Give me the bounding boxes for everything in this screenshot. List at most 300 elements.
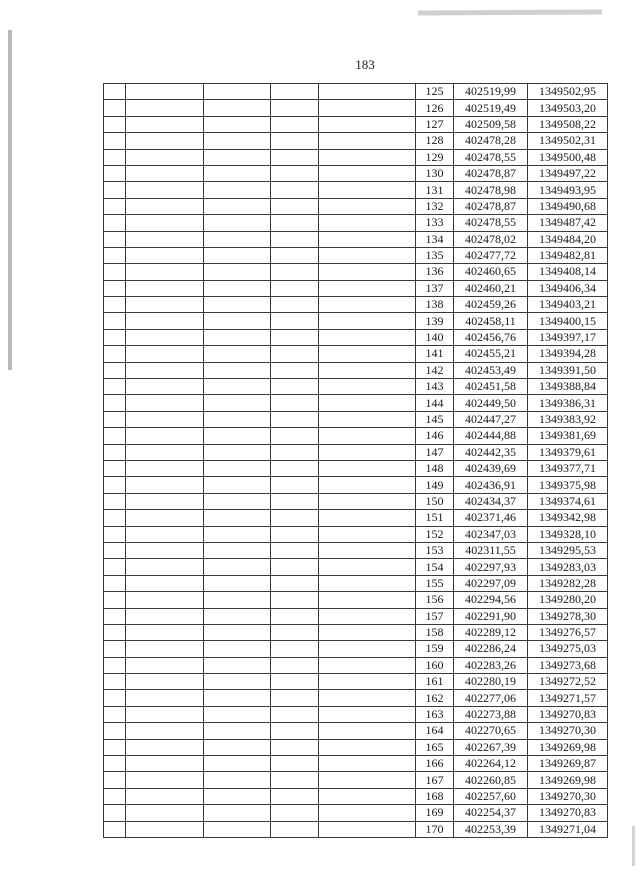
empty-cell: [271, 641, 319, 657]
empty-cell: [104, 723, 126, 739]
y-coordinate-cell: 1349272,52: [528, 674, 608, 690]
y-coordinate-cell: 1349283,03: [528, 559, 608, 575]
page-number: 183: [355, 57, 375, 72]
y-coordinate-cell: 1349328,10: [528, 526, 608, 542]
x-coordinate-cell: 402460,65: [454, 264, 528, 280]
empty-cell: [104, 411, 126, 427]
empty-cell: [104, 346, 126, 362]
table-row: [104, 280, 608, 296]
empty-cell: [126, 428, 204, 444]
y-coordinate-cell: 1349374,61: [528, 493, 608, 509]
empty-cell: [104, 379, 126, 395]
table-row: [104, 297, 608, 313]
empty-cell: [104, 559, 126, 575]
x-coordinate-cell: 402283,26: [454, 657, 528, 673]
empty-cell: [104, 313, 126, 329]
point-number-cell: 152: [416, 526, 454, 542]
empty-cell: [126, 559, 204, 575]
empty-cell: [271, 264, 319, 280]
empty-cell: [319, 379, 416, 395]
x-coordinate-cell: 402477,72: [454, 247, 528, 263]
empty-cell: [271, 460, 319, 476]
empty-cell: [126, 526, 204, 542]
point-number-cell: 146: [416, 428, 454, 444]
table-row: [104, 542, 608, 558]
empty-cell: [319, 198, 416, 214]
point-number-cell: 155: [416, 575, 454, 591]
empty-cell: [271, 379, 319, 395]
y-coordinate-cell: 1349403,21: [528, 297, 608, 313]
empty-cell: [104, 297, 126, 313]
point-number-cell: 144: [416, 395, 454, 411]
empty-cell: [271, 346, 319, 362]
empty-cell: [126, 477, 204, 493]
empty-cell: [204, 198, 271, 214]
empty-cell: [204, 460, 271, 476]
point-number-cell: 147: [416, 444, 454, 460]
table-row: [104, 444, 608, 460]
x-coordinate-cell: 402455,21: [454, 346, 528, 362]
empty-cell: [204, 444, 271, 460]
x-coordinate-cell: 402519,49: [454, 100, 528, 116]
y-coordinate-cell: 1349497,22: [528, 165, 608, 181]
x-coordinate-cell: 402264,12: [454, 756, 528, 772]
empty-cell: [271, 706, 319, 722]
empty-cell: [204, 542, 271, 558]
x-coordinate-cell: 402453,49: [454, 362, 528, 378]
point-number-cell: 151: [416, 510, 454, 526]
empty-cell: [126, 198, 204, 214]
empty-cell: [104, 641, 126, 657]
x-coordinate-cell: 402478,28: [454, 133, 528, 149]
table-row: [104, 231, 608, 247]
empty-cell: [126, 247, 204, 263]
table-row: [104, 428, 608, 444]
empty-cell: [319, 608, 416, 624]
empty-cell: [204, 690, 271, 706]
empty-cell: [319, 821, 416, 837]
empty-cell: [204, 641, 271, 657]
point-number-cell: 166: [416, 756, 454, 772]
y-coordinate-cell: 1349394,28: [528, 346, 608, 362]
empty-cell: [319, 674, 416, 690]
empty-cell: [204, 329, 271, 345]
y-coordinate-cell: 1349270,83: [528, 805, 608, 821]
empty-cell: [319, 297, 416, 313]
table-row: [104, 100, 608, 116]
y-coordinate-cell: 1349275,03: [528, 641, 608, 657]
x-coordinate-cell: 402459,26: [454, 297, 528, 313]
y-coordinate-cell: 1349270,83: [528, 706, 608, 722]
y-coordinate-cell: 1349377,71: [528, 460, 608, 476]
empty-cell: [204, 788, 271, 804]
empty-cell: [319, 280, 416, 296]
table-row: [104, 84, 608, 100]
y-coordinate-cell: 1349388,84: [528, 379, 608, 395]
table-row: [104, 198, 608, 214]
table-row: [104, 690, 608, 706]
x-coordinate-cell: 402260,85: [454, 772, 528, 788]
x-coordinate-cell: 402478,02: [454, 231, 528, 247]
point-number-cell: 130: [416, 165, 454, 181]
empty-cell: [319, 788, 416, 804]
x-coordinate-cell: 402257,60: [454, 788, 528, 804]
empty-cell: [126, 280, 204, 296]
point-number-cell: 169: [416, 805, 454, 821]
empty-cell: [319, 542, 416, 558]
empty-cell: [319, 706, 416, 722]
empty-cell: [126, 788, 204, 804]
y-coordinate-cell: 1349502,31: [528, 133, 608, 149]
table-row: [104, 247, 608, 263]
empty-cell: [271, 674, 319, 690]
y-coordinate-cell: 1349282,28: [528, 575, 608, 591]
y-coordinate-cell: 1349487,42: [528, 215, 608, 231]
empty-cell: [104, 428, 126, 444]
table-row: [104, 215, 608, 231]
empty-cell: [204, 100, 271, 116]
empty-cell: [204, 264, 271, 280]
empty-cell: [126, 641, 204, 657]
empty-cell: [104, 526, 126, 542]
y-coordinate-cell: 1349482,81: [528, 247, 608, 263]
empty-cell: [126, 215, 204, 231]
point-number-cell: 141: [416, 346, 454, 362]
y-coordinate-cell: 1349383,92: [528, 411, 608, 427]
empty-cell: [126, 362, 204, 378]
empty-cell: [319, 313, 416, 329]
empty-cell: [319, 575, 416, 591]
empty-cell: [271, 739, 319, 755]
point-number-cell: 133: [416, 215, 454, 231]
empty-cell: [204, 575, 271, 591]
empty-cell: [104, 362, 126, 378]
empty-cell: [271, 510, 319, 526]
x-coordinate-cell: 402434,37: [454, 493, 528, 509]
empty-cell: [126, 329, 204, 345]
empty-cell: [204, 772, 271, 788]
table-row: [104, 624, 608, 640]
empty-cell: [126, 674, 204, 690]
empty-cell: [104, 477, 126, 493]
x-coordinate-cell: 402449,50: [454, 395, 528, 411]
coordinates-table: [103, 83, 608, 838]
table-row: [104, 149, 608, 165]
point-number-cell: 131: [416, 182, 454, 198]
empty-cell: [104, 215, 126, 231]
empty-cell: [319, 772, 416, 788]
x-coordinate-cell: 402311,55: [454, 542, 528, 558]
empty-cell: [204, 657, 271, 673]
empty-cell: [104, 510, 126, 526]
empty-cell: [126, 608, 204, 624]
empty-cell: [319, 592, 416, 608]
empty-cell: [104, 493, 126, 509]
x-coordinate-cell: 402289,12: [454, 624, 528, 640]
point-number-cell: 149: [416, 477, 454, 493]
empty-cell: [104, 329, 126, 345]
empty-cell: [271, 133, 319, 149]
point-number-cell: 143: [416, 379, 454, 395]
x-coordinate-cell: 402371,46: [454, 510, 528, 526]
x-coordinate-cell: 402277,06: [454, 690, 528, 706]
empty-cell: [126, 116, 204, 132]
empty-cell: [204, 756, 271, 772]
empty-cell: [104, 657, 126, 673]
x-coordinate-cell: 402478,87: [454, 198, 528, 214]
empty-cell: [271, 297, 319, 313]
x-coordinate-cell: 402286,24: [454, 641, 528, 657]
empty-cell: [271, 657, 319, 673]
table-row: [104, 674, 608, 690]
y-coordinate-cell: 1349280,20: [528, 592, 608, 608]
empty-cell: [319, 559, 416, 575]
empty-cell: [104, 706, 126, 722]
table-row: [104, 526, 608, 542]
empty-cell: [319, 100, 416, 116]
table-row: [104, 805, 608, 821]
point-number-cell: 127: [416, 116, 454, 132]
x-coordinate-cell: 402460,21: [454, 280, 528, 296]
empty-cell: [204, 133, 271, 149]
empty-cell: [104, 247, 126, 263]
empty-cell: [319, 493, 416, 509]
y-coordinate-cell: 1349484,20: [528, 231, 608, 247]
empty-cell: [319, 739, 416, 755]
empty-cell: [126, 493, 204, 509]
x-coordinate-cell: 402478,87: [454, 165, 528, 181]
point-number-cell: 157: [416, 608, 454, 624]
empty-cell: [319, 756, 416, 772]
empty-cell: [104, 231, 126, 247]
empty-cell: [126, 460, 204, 476]
y-coordinate-cell: 1349295,53: [528, 542, 608, 558]
empty-cell: [319, 182, 416, 198]
empty-cell: [126, 231, 204, 247]
table-row: [104, 608, 608, 624]
empty-cell: [204, 739, 271, 755]
table-row: [104, 379, 608, 395]
x-coordinate-cell: 402519,99: [454, 84, 528, 100]
empty-cell: [104, 788, 126, 804]
table-row: [104, 395, 608, 411]
empty-cell: [104, 100, 126, 116]
empty-cell: [271, 215, 319, 231]
y-coordinate-cell: 1349381,69: [528, 428, 608, 444]
empty-cell: [126, 821, 204, 837]
table-row: [104, 133, 608, 149]
empty-cell: [204, 624, 271, 640]
empty-cell: [104, 674, 126, 690]
y-coordinate-cell: 1349271,57: [528, 690, 608, 706]
empty-cell: [204, 182, 271, 198]
empty-cell: [126, 165, 204, 181]
empty-cell: [126, 313, 204, 329]
empty-cell: [271, 608, 319, 624]
empty-cell: [126, 624, 204, 640]
empty-cell: [204, 280, 271, 296]
y-coordinate-cell: 1349270,30: [528, 723, 608, 739]
empty-cell: [271, 444, 319, 460]
x-coordinate-cell: 402270,65: [454, 723, 528, 739]
point-number-cell: 167: [416, 772, 454, 788]
point-number-cell: 137: [416, 280, 454, 296]
empty-cell: [271, 723, 319, 739]
empty-cell: [271, 805, 319, 821]
empty-cell: [126, 444, 204, 460]
empty-cell: [319, 362, 416, 378]
table-row: [104, 723, 608, 739]
empty-cell: [319, 264, 416, 280]
table-row: [104, 756, 608, 772]
empty-cell: [104, 772, 126, 788]
point-number-cell: 156: [416, 592, 454, 608]
empty-cell: [319, 133, 416, 149]
y-coordinate-cell: 1349269,98: [528, 772, 608, 788]
x-coordinate-cell: 402347,03: [454, 526, 528, 542]
x-coordinate-cell: 402297,09: [454, 575, 528, 591]
empty-cell: [319, 805, 416, 821]
point-number-cell: 138: [416, 297, 454, 313]
empty-cell: [126, 346, 204, 362]
y-coordinate-cell: 1349500,48: [528, 149, 608, 165]
empty-cell: [204, 608, 271, 624]
point-number-cell: 163: [416, 706, 454, 722]
empty-cell: [271, 624, 319, 640]
empty-cell: [271, 788, 319, 804]
empty-cell: [104, 805, 126, 821]
empty-cell: [319, 460, 416, 476]
empty-cell: [126, 100, 204, 116]
empty-cell: [126, 84, 204, 100]
y-coordinate-cell: 1349379,61: [528, 444, 608, 460]
empty-cell: [126, 706, 204, 722]
empty-cell: [204, 477, 271, 493]
empty-cell: [271, 526, 319, 542]
table-row: [104, 165, 608, 181]
empty-cell: [104, 592, 126, 608]
empty-cell: [319, 411, 416, 427]
empty-cell: [319, 624, 416, 640]
empty-cell: [126, 542, 204, 558]
empty-cell: [104, 608, 126, 624]
empty-cell: [319, 149, 416, 165]
empty-cell: [204, 592, 271, 608]
scan-shadow-left: [8, 30, 12, 370]
x-coordinate-cell: 402439,69: [454, 460, 528, 476]
empty-cell: [319, 329, 416, 345]
point-number-cell: 145: [416, 411, 454, 427]
empty-cell: [104, 624, 126, 640]
empty-cell: [126, 297, 204, 313]
point-number-cell: 128: [416, 133, 454, 149]
empty-cell: [204, 526, 271, 542]
empty-cell: [204, 215, 271, 231]
empty-cell: [271, 198, 319, 214]
empty-cell: [126, 182, 204, 198]
table-row: [104, 575, 608, 591]
y-coordinate-cell: 1349276,57: [528, 624, 608, 640]
empty-cell: [104, 133, 126, 149]
empty-cell: [126, 510, 204, 526]
empty-cell: [271, 149, 319, 165]
empty-cell: [319, 346, 416, 362]
point-number-cell: 125: [416, 84, 454, 100]
empty-cell: [271, 182, 319, 198]
empty-cell: [271, 100, 319, 116]
y-coordinate-cell: 1349406,34: [528, 280, 608, 296]
point-number-cell: 126: [416, 100, 454, 116]
x-coordinate-cell: 402447,27: [454, 411, 528, 427]
x-coordinate-cell: 402267,39: [454, 739, 528, 755]
x-coordinate-cell: 402451,58: [454, 379, 528, 395]
table-row: [104, 559, 608, 575]
empty-cell: [271, 772, 319, 788]
empty-cell: [204, 428, 271, 444]
x-coordinate-cell: 402509,58: [454, 116, 528, 132]
y-coordinate-cell: 1349386,31: [528, 395, 608, 411]
empty-cell: [271, 690, 319, 706]
empty-cell: [104, 149, 126, 165]
y-coordinate-cell: 1349391,50: [528, 362, 608, 378]
empty-cell: [271, 280, 319, 296]
table-row: [104, 772, 608, 788]
table-row: [104, 329, 608, 345]
point-number-cell: 135: [416, 247, 454, 263]
empty-cell: [204, 149, 271, 165]
empty-cell: [126, 395, 204, 411]
empty-cell: [126, 592, 204, 608]
empty-cell: [126, 723, 204, 739]
empty-cell: [271, 247, 319, 263]
empty-cell: [319, 395, 416, 411]
empty-cell: [271, 395, 319, 411]
empty-cell: [104, 739, 126, 755]
x-coordinate-cell: 402478,55: [454, 215, 528, 231]
point-number-cell: 136: [416, 264, 454, 280]
empty-cell: [204, 411, 271, 427]
point-number-cell: 162: [416, 690, 454, 706]
point-number-cell: 134: [416, 231, 454, 247]
empty-cell: [204, 723, 271, 739]
y-coordinate-cell: 1349270,30: [528, 788, 608, 804]
table-row: [104, 264, 608, 280]
empty-cell: [271, 329, 319, 345]
table-row: [104, 788, 608, 804]
x-coordinate-cell: 402291,90: [454, 608, 528, 624]
empty-cell: [271, 493, 319, 509]
point-number-cell: 161: [416, 674, 454, 690]
empty-cell: [319, 657, 416, 673]
empty-cell: [271, 542, 319, 558]
table-row: [104, 739, 608, 755]
empty-cell: [104, 395, 126, 411]
empty-cell: [126, 411, 204, 427]
empty-cell: [319, 526, 416, 542]
point-number-cell: 142: [416, 362, 454, 378]
x-coordinate-cell: 402456,76: [454, 329, 528, 345]
y-coordinate-cell: 1349408,14: [528, 264, 608, 280]
empty-cell: [204, 297, 271, 313]
empty-cell: [271, 559, 319, 575]
table-body: [104, 84, 608, 838]
empty-cell: [204, 805, 271, 821]
empty-cell: [104, 690, 126, 706]
empty-cell: [271, 428, 319, 444]
table-row: [104, 477, 608, 493]
y-coordinate-cell: 1349400,15: [528, 313, 608, 329]
x-coordinate-cell: 402478,98: [454, 182, 528, 198]
